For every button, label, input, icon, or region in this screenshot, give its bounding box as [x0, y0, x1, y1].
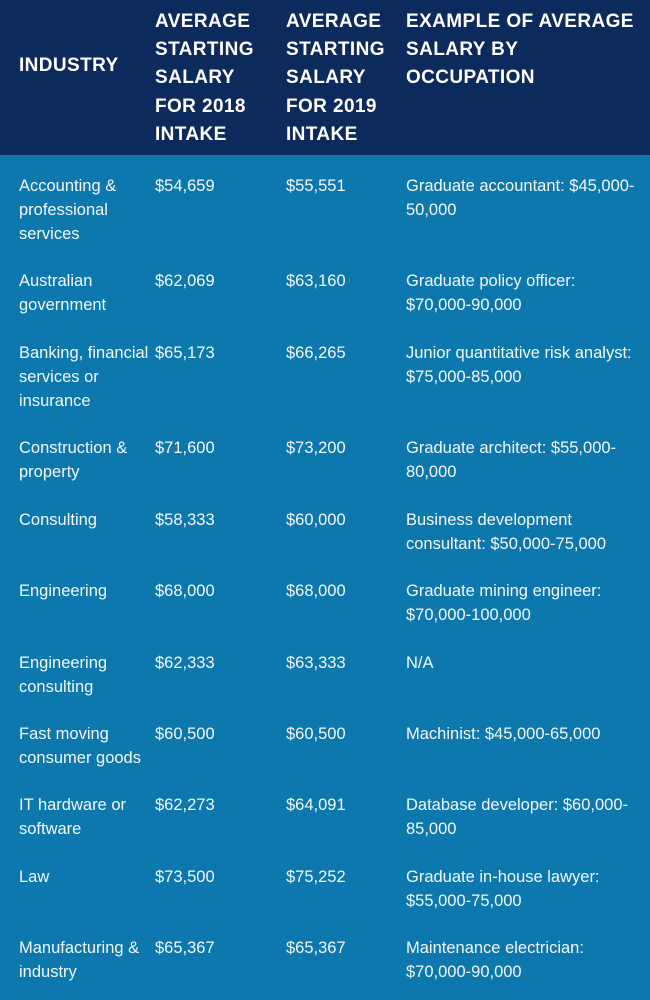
- industry-cell: Banking, financial services or insurance: [19, 344, 149, 410]
- industry-cell: Consulting: [19, 511, 97, 529]
- salary-2018-cell: $65,367: [155, 939, 215, 957]
- example-cell: Database developer: $60,000-85,000: [406, 796, 628, 838]
- salary-2019-cell: $66,265: [286, 344, 346, 362]
- salary-2018-cell: $62,333: [155, 654, 215, 672]
- header-industry: INDUSTRY: [19, 55, 119, 76]
- example-cell: Graduate policy officer: $70,000-90,000: [406, 272, 576, 314]
- industry-cell: IT hardware or software: [19, 796, 126, 838]
- salary-2018-cell: $65,173: [155, 344, 215, 362]
- header-salary-2018: AVERAGE STARTING SALARY FOR 2018 INTAKE: [155, 11, 254, 145]
- industry-cell: Construction & property: [19, 439, 128, 481]
- example-cell: N/A: [406, 654, 434, 672]
- example-cell: Graduate in-house lawyer: $55,000-75,000: [406, 868, 600, 910]
- salary-2018-cell: $68,000: [155, 582, 215, 600]
- salary-2018-cell: $62,069: [155, 272, 215, 290]
- example-cell: Business development consultant: $50,000-75,000: [406, 511, 606, 553]
- industry-cell: Engineering consulting: [19, 654, 108, 696]
- example-cell: Machinist: $45,000-65,000: [406, 725, 601, 743]
- example-cell: Graduate accountant: $45,000-50,000: [406, 177, 635, 219]
- salary-2018-cell: $60,500: [155, 725, 215, 743]
- salary-2019-cell: $65,367: [286, 939, 346, 957]
- industry-cell: Law: [19, 868, 50, 886]
- salary-2018-cell: $54,659: [155, 177, 215, 195]
- salary-2019-cell: $60,500: [286, 725, 346, 743]
- industry-cell: Manufacturing & industry: [19, 939, 140, 981]
- industry-cell: Fast moving consumer goods: [19, 725, 141, 767]
- industry-cell: Australian government: [19, 272, 107, 314]
- salary-2019-cell: $73,200: [286, 439, 346, 457]
- salary-2019-cell: $60,000: [286, 511, 346, 529]
- header-salary-2019: AVERAGE STARTING SALARY FOR 2019 INTAKE: [286, 11, 385, 145]
- industry-cell: Engineering: [19, 582, 108, 600]
- salary-2019-cell: $64,091: [286, 796, 346, 814]
- example-cell: Graduate mining engineer: $70,000-100,000: [406, 582, 602, 624]
- salary-2019-cell: $55,551: [286, 177, 346, 195]
- example-cell: Maintenance electrician: $70,000-90,000: [406, 939, 584, 981]
- salary-2018-cell: $58,333: [155, 511, 215, 529]
- salary-2019-cell: $68,000: [286, 582, 346, 600]
- salary-2018-cell: $71,600: [155, 439, 215, 457]
- industry-cell: Accounting & professional services: [19, 177, 117, 243]
- salary-2018-cell: $62,273: [155, 796, 215, 814]
- table-header: [0, 0, 650, 155]
- example-cell: Graduate architect: $55,000-80,000: [406, 439, 617, 481]
- salary-2019-cell: $75,252: [286, 868, 346, 886]
- salary-2019-cell: $63,333: [286, 654, 346, 672]
- salary-2019-cell: $63,160: [286, 272, 346, 290]
- example-cell: Junior quantitative risk analyst: $75,000-85,000: [406, 344, 632, 386]
- salary-2018-cell: $73,500: [155, 868, 215, 886]
- header-example: EXAMPLE OF AVERAGE SALARY BY OCCUPATION: [406, 11, 634, 89]
